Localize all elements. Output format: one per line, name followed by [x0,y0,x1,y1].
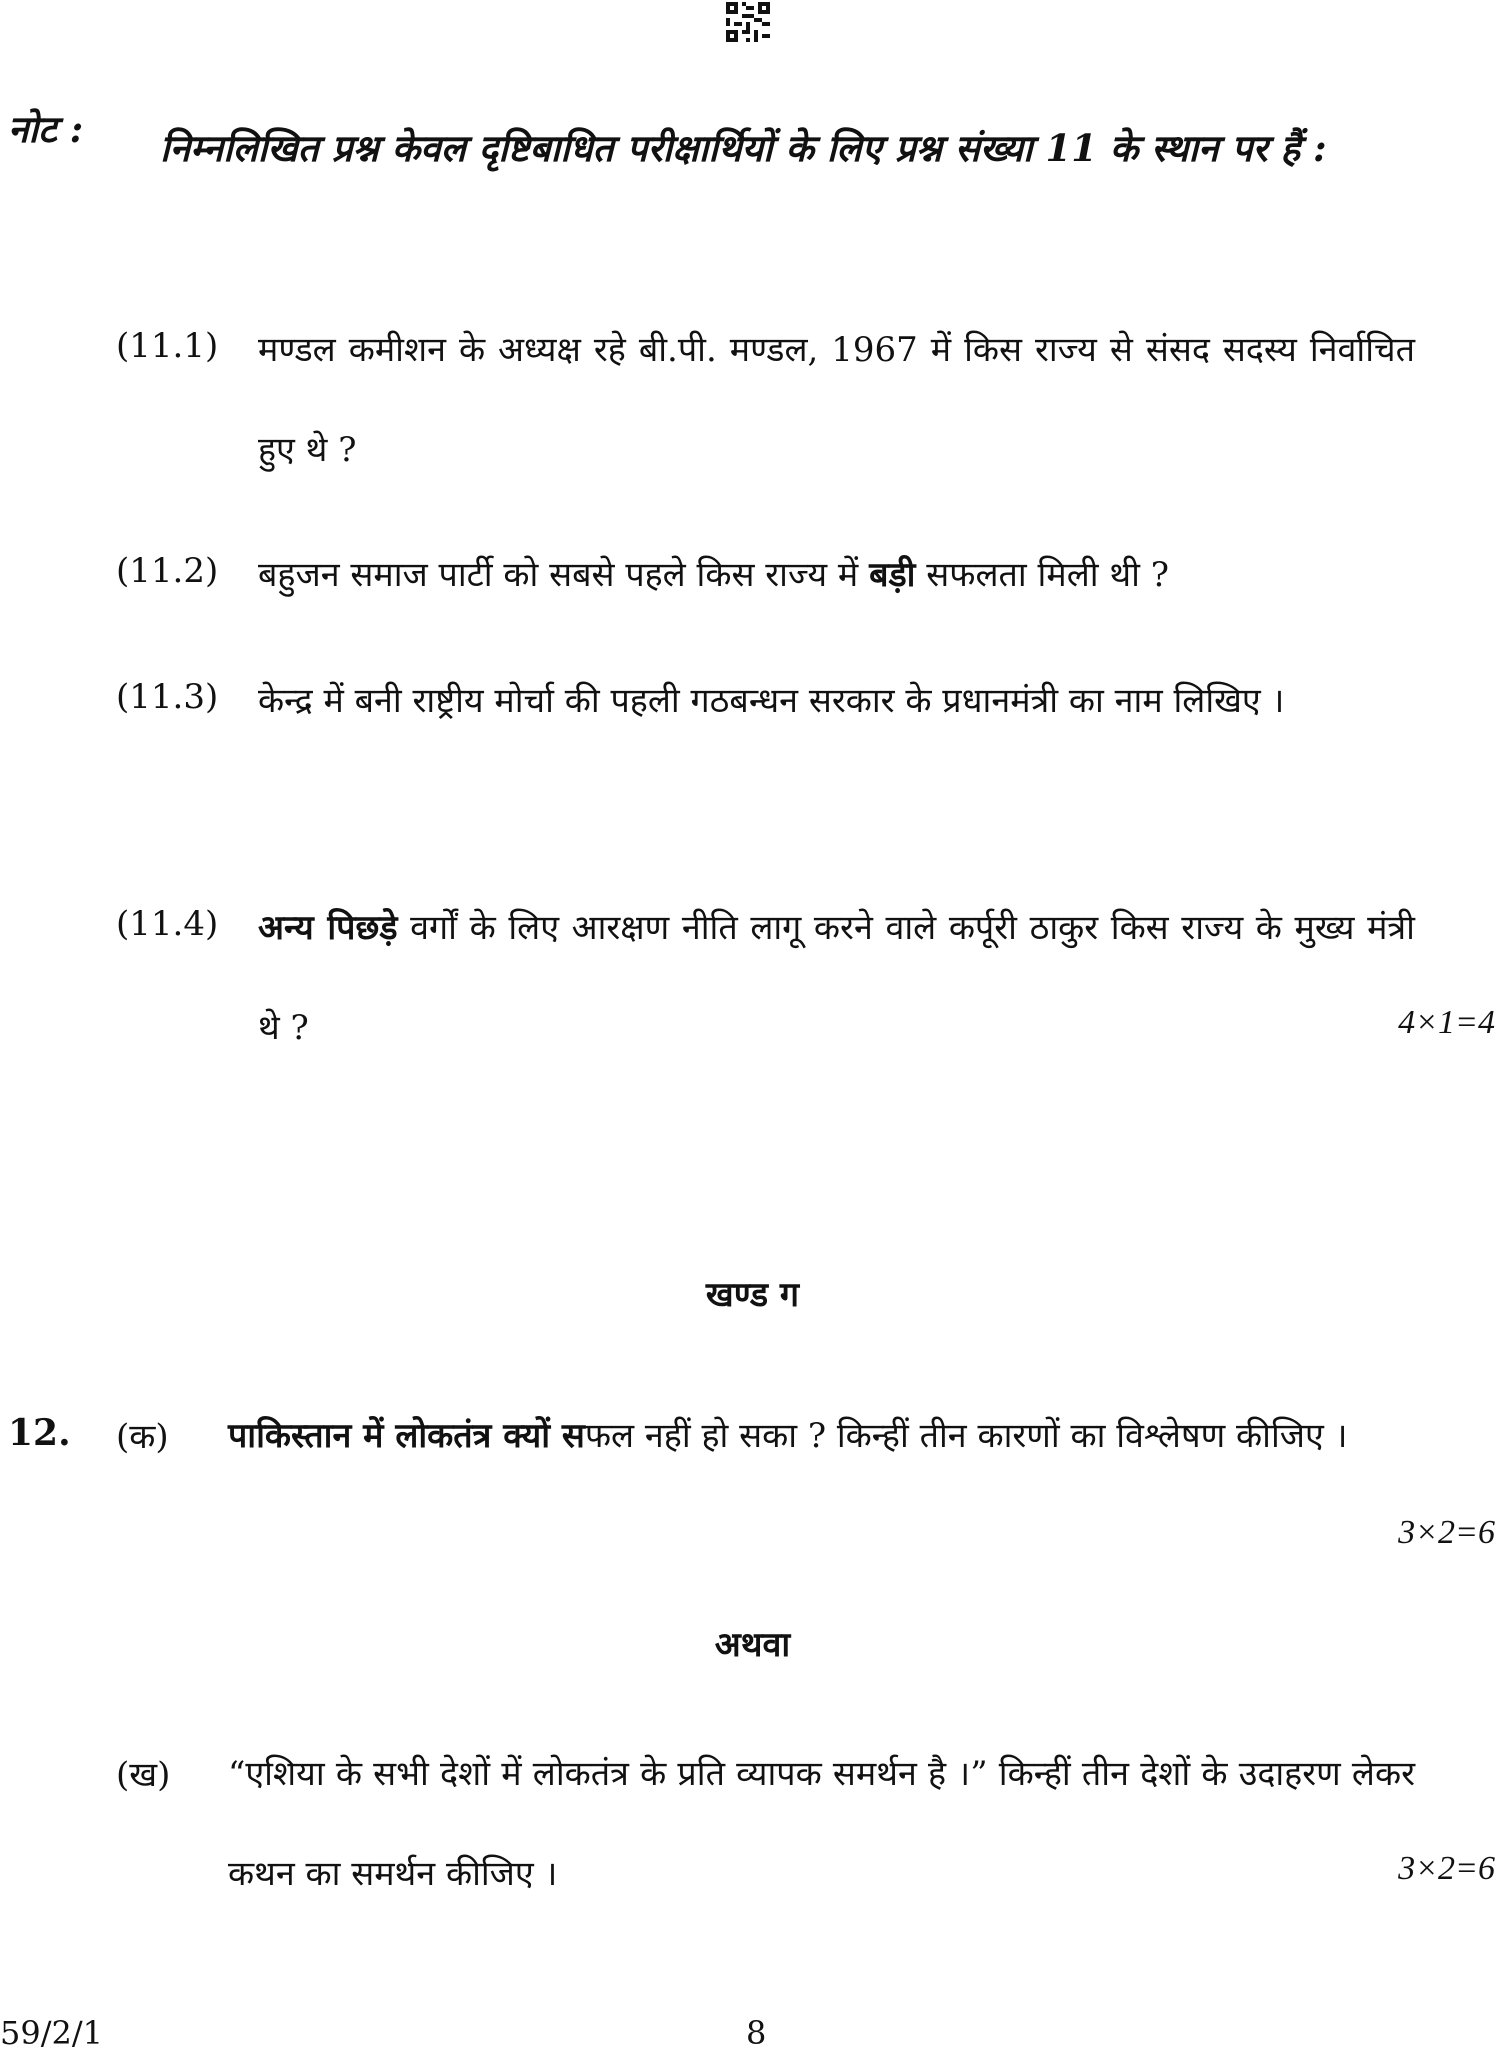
marks-label: 4×1=4 [1398,1004,1495,1041]
marks-label: 3×2=6 [1398,1514,1495,1551]
question-number: (11.4) [116,904,219,944]
page-number: 8 [746,2014,767,2052]
section-heading: खण्ड ग [705,1275,800,1315]
question-number: (11.1) [116,326,219,366]
question-part-label: (ख) [116,1755,171,1795]
question-text: “एशिया के सभी देशों में लोकतंत्र के प्रति व्यापक समर्थन है ।” किन्हीं तीन देशों के उदाहरण लेकर कथन का समर्थन कीजिए । [228,1754,1415,1894]
question-text: केन्द्र में बनी राष्ट्रीय मोर्चा की पहली गठबन्धन सरकार के प्रधानमंत्री का नाम लिखिए । [258,681,1285,721]
or-heading: अथवा [714,1625,791,1665]
question-text: अन्य पिछड़े वर्गों के लिए आरक्षण नीति लागू करने वाले कर्पूरी ठाकुर किस राज्य के मुख्य मंत्री थे ? [258,908,1415,1048]
qr-code-icon [726,2,770,42]
question-text: पाकिस्तान में लोकतंत्र क्यों सफल नहीं हो सका ? किन्हीं तीन कारणों का विश्लेषण कीजिए । [228,1416,1348,1456]
question-number: 12. [8,1412,71,1454]
question-number: (11.3) [116,677,219,717]
question-text: बहुजन समाज पार्टी को सबसे पहले किस राज्य में बड़ी सफलता मिली थी ? [258,555,1169,595]
question-text: मण्डल कमीशन के अध्यक्ष रहे बी.पी. मण्डल, 1967 में किस राज्य से संसद सदस्य निर्वाचित हुए थे ? [258,330,1415,470]
note-text: निम्नलिखित प्रश्न केवल दृष्टिबाधित परीक्षार्थियों के लिए प्रश्न संख्या 11 के स्थान पर हैं : [160,126,1327,170]
note-label: नोट : [8,107,84,151]
question-number: (11.2) [116,551,219,591]
paper-code: 59/2/1 [0,2014,103,2052]
marks-label: 3×2=6 [1398,1850,1495,1887]
question-part-label: (क) [116,1417,169,1457]
